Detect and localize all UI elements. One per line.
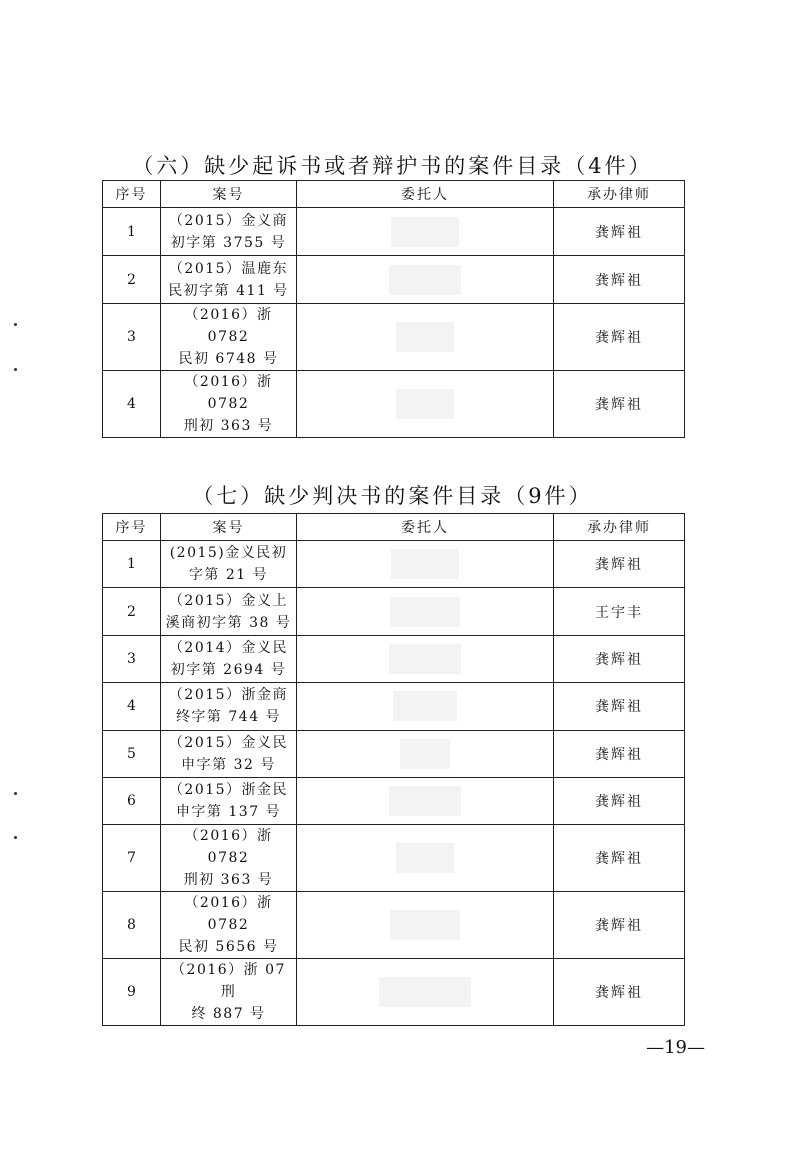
case-line: 申字第 32 号 [181,756,276,773]
serial-cell: 3 [103,304,161,371]
case-number-cell [161,371,297,438]
lawyer-cell: 王宇丰 [554,588,685,635]
table-row [103,683,685,730]
serial-cell: 2 [103,588,161,635]
case-line: 终 887 号 [191,1006,266,1023]
lawyer-cell: 龚辉祖 [554,541,685,588]
case-line: 初字第 3755 号 [170,234,287,251]
table-row [103,371,685,438]
serial-cell: 4 [103,371,161,438]
case-number-cell [161,635,297,682]
case-table [102,180,685,438]
table-row [103,208,685,256]
redaction-block [389,644,461,674]
scan-dot [14,323,17,326]
case-number-cell [161,588,297,635]
client-cell-redacted [297,588,554,635]
client-cell-redacted [297,683,554,730]
page-number: —19— [646,1037,705,1058]
case-number-cell [161,541,297,588]
serial-cell: 1 [103,541,161,588]
header-lawyer: 承办律师 [554,181,685,208]
case-line: 刑初 363 号 [183,418,274,434]
case-line: (2015)金义民初 [169,545,288,562]
case-line: 字第 21 号 [188,567,269,584]
case-line: （2015）温鹿东 [168,260,289,277]
table-row [103,588,685,635]
scan-dot [14,792,17,795]
case-line: 溪商初字第 38 号 [165,614,292,631]
lawyer-cell: 龚辉祖 [554,371,685,438]
case-line: 初字第 2694 号 [170,661,287,678]
client-cell-redacted [297,730,554,777]
case-line: （2015）金义上 [168,592,289,609]
table-row [103,256,685,304]
header-client: 委托人 [297,514,554,541]
redaction-block [396,389,454,419]
client-cell-redacted [297,825,554,892]
lawyer-cell: 龚辉祖 [554,892,685,959]
case-line: 申字第 137 号 [175,804,282,821]
table-header-row [103,514,685,541]
client-cell-redacted [297,635,554,682]
scan-dot [14,368,17,371]
client-cell-redacted [297,892,554,959]
redaction-block [393,691,457,721]
serial-cell: 8 [103,892,161,959]
redaction-block [389,265,461,295]
lawyer-cell: 龚辉祖 [554,635,685,682]
lawyer-cell: 龚辉祖 [554,730,685,777]
case-number-cell [161,825,297,892]
redaction-block [391,549,459,579]
case-line: （2014）金义民 [168,639,289,656]
table-row [103,892,685,959]
redaction-block [400,739,450,769]
header-serial: 序号 [103,514,161,541]
lawyer-cell: 龚辉祖 [554,959,685,1026]
case-line: （2015）金义民 [168,734,289,751]
case-number-cell [161,256,297,304]
table-row [103,304,685,371]
redaction-block [391,217,459,247]
lawyer-cell: 龚辉祖 [554,825,685,892]
case-number-cell [161,777,297,824]
case-line: （2016）浙 0782 [184,828,273,867]
case-line: 终字第 744 号 [175,709,282,726]
scan-dot [14,836,17,839]
case-table [102,513,685,1026]
redaction-block [396,843,454,873]
header-case-number: 案号 [161,514,297,541]
section-title: （七）缺少判决书的案件目录（9件） [192,484,593,508]
serial-cell: 7 [103,825,161,892]
header-client: 委托人 [297,181,554,208]
lawyer-cell: 龚辉祖 [554,683,685,730]
header-lawyer: 承办律师 [554,514,685,541]
redaction-block [390,597,460,627]
case-line: 刑初 363 号 [183,872,274,889]
lawyer-cell: 龚辉祖 [554,256,685,304]
client-cell-redacted [297,777,554,824]
lawyer-cell: 龚辉祖 [554,208,685,256]
redaction-block [389,786,461,816]
table-row [103,777,685,824]
case-number-cell [161,208,297,256]
serial-cell: 3 [103,635,161,682]
table-row [103,541,685,588]
case-number-cell [161,730,297,777]
case-number-cell [161,304,297,371]
case-number-cell [161,683,297,730]
table-row [103,959,685,1026]
serial-cell: 6 [103,777,161,824]
case-line: 民初字第 411 号 [168,282,289,299]
table-row [103,825,685,892]
redaction-block [390,910,460,940]
case-line: （2016）浙 07 刑 [171,962,286,1001]
table-row [103,635,685,682]
client-cell-redacted [297,959,554,1026]
serial-cell: 9 [103,959,161,1026]
case-line: （2016）浙 0782 [184,307,273,345]
header-case-number: 案号 [161,181,297,208]
redaction-block [379,977,471,1007]
header-serial: 序号 [103,181,161,208]
case-line: （2015）浙金商 [168,687,289,704]
section-title: （六）缺少起诉书或者辩护书的案件目录（4件） [132,154,653,178]
table-row [103,730,685,777]
case-line: （2015）金义商 [168,212,289,229]
case-number-cell [161,892,297,959]
lawyer-cell: 龚辉祖 [554,304,685,371]
case-line: （2016）浙 0782 [184,895,273,934]
serial-cell: 2 [103,256,161,304]
case-line: 民初 6748 号 [178,351,279,367]
serial-cell: 1 [103,208,161,256]
serial-cell: 5 [103,730,161,777]
client-cell-redacted [297,208,554,256]
client-cell-redacted [297,541,554,588]
case-number-cell [161,959,297,1026]
serial-cell: 4 [103,683,161,730]
table-header-row [103,181,685,208]
client-cell-redacted [297,304,554,371]
client-cell-redacted [297,256,554,304]
case-line: （2016）浙 0782 [184,374,273,412]
redaction-block [396,322,454,352]
client-cell-redacted [297,371,554,438]
lawyer-cell: 龚辉祖 [554,777,685,824]
case-line: （2015）浙金民 [168,782,289,799]
case-line: 民初 5656 号 [178,939,279,956]
